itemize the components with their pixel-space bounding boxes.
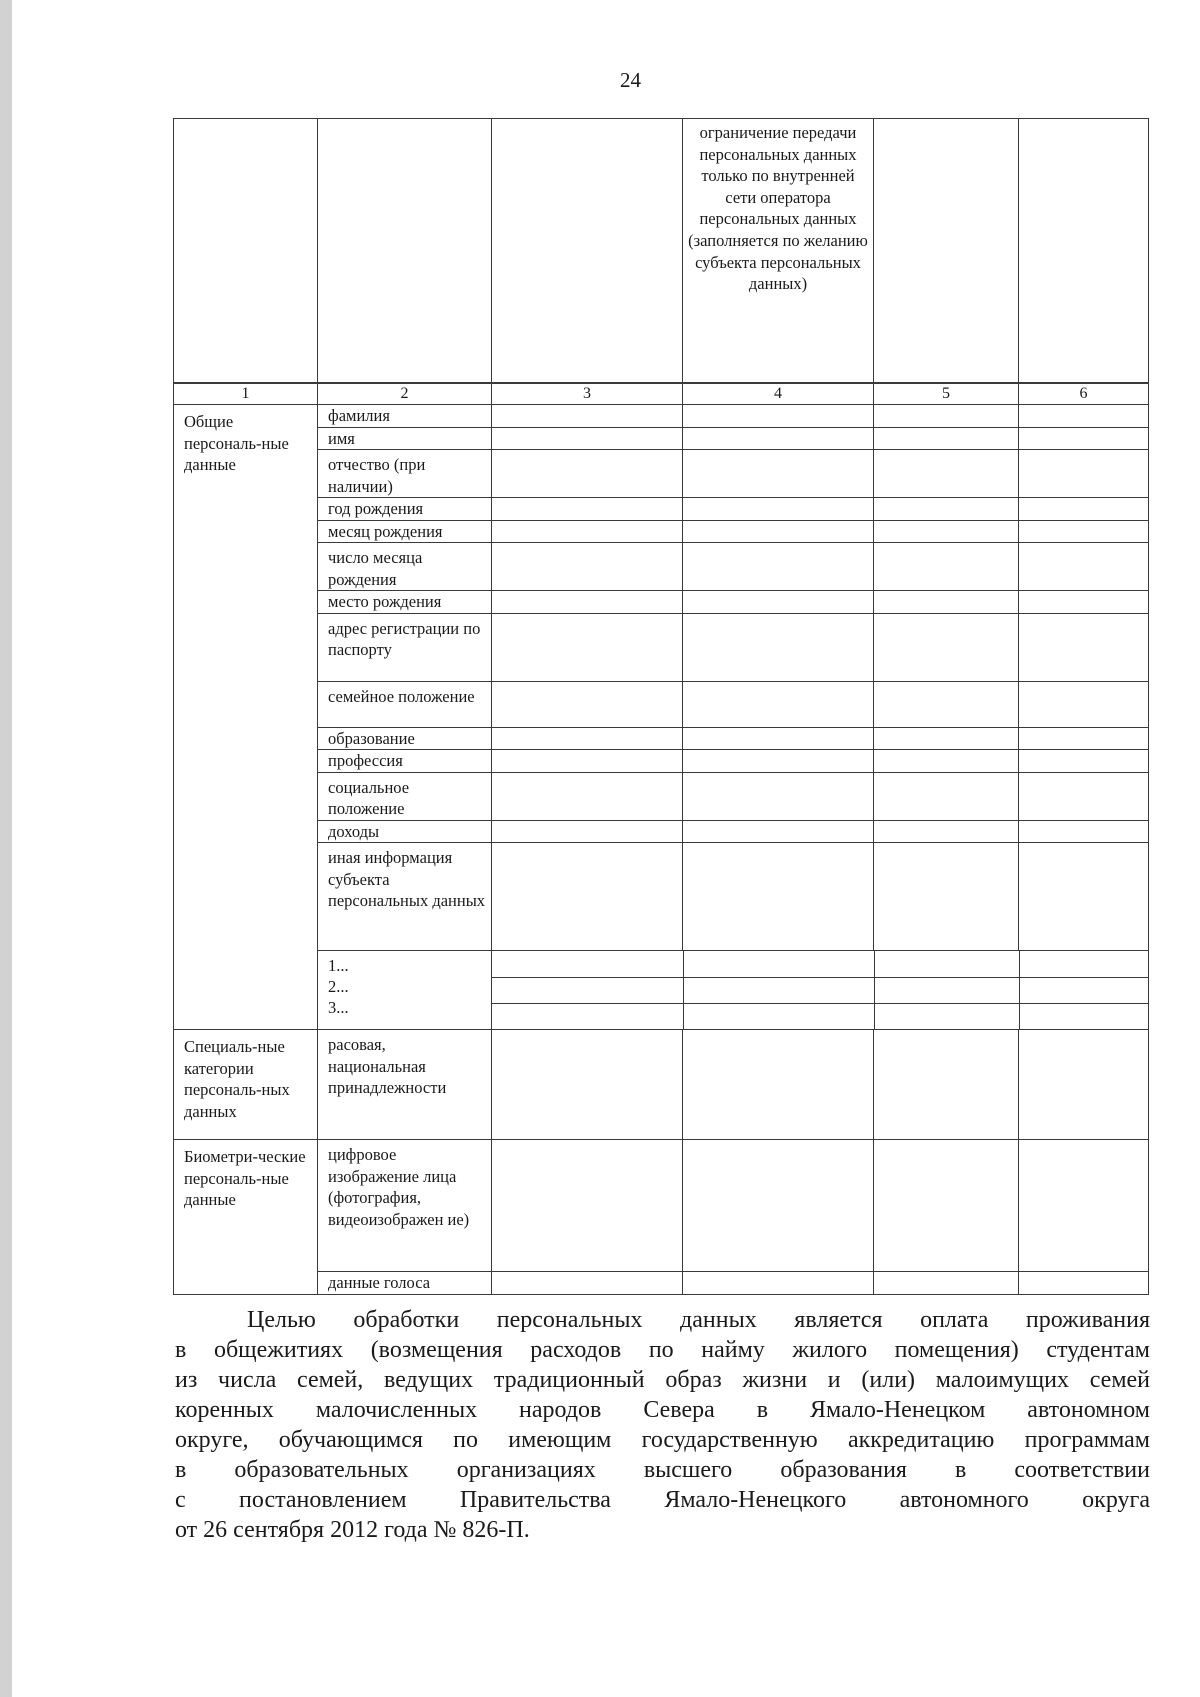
other-info-item: 3... [328, 998, 349, 1017]
empty-cell [1019, 1003, 1149, 1029]
header-cell-5 [874, 119, 1019, 383]
empty-cell [874, 843, 1019, 951]
paragraph-line: с постановлением Правительства Ямало-Ненецкого автономного округа [175, 1487, 1150, 1513]
empty-cell [492, 1272, 683, 1295]
paragraph-line: в общежитиях (возмещения расходов по найму жилого помещения) студентам [175, 1337, 1150, 1363]
paragraph-line: из числа семей, ведущих традиционный образ жизни и (или) малоимущих семей [175, 1367, 1150, 1393]
empty-cell [874, 450, 1019, 498]
empty-cell [874, 951, 1019, 977]
paragraph-line: округе, обучающимся по имеющим государственную аккредитацию программам [175, 1427, 1150, 1453]
empty-cell [492, 1003, 683, 1029]
data-item: цифровое изображение лица (фотография, видеоизображен ие) [318, 1140, 492, 1272]
paragraph-line: в образовательных организациях высшего образования в соответствии [175, 1457, 1150, 1483]
table-row [174, 1030, 1149, 1140]
empty-cell [874, 427, 1019, 450]
table-row [174, 520, 1149, 543]
category-special: Специаль-ные категории персональ-ных данных [174, 1030, 318, 1140]
page-number: 24 [620, 68, 641, 92]
column-number: 5 [874, 384, 1019, 405]
empty-cell [874, 750, 1019, 773]
header-cell-2 [318, 119, 492, 383]
empty-cell [874, 543, 1019, 591]
empty-cell [1019, 772, 1149, 820]
data-item: социальное положение [318, 772, 492, 820]
purpose-paragraph [175, 1305, 1150, 1545]
empty-cell [874, 772, 1019, 820]
table-row [492, 1003, 1149, 1029]
scan-edge [0, 0, 12, 1697]
data-item: образование [318, 727, 492, 750]
empty-cell [874, 727, 1019, 750]
table-row [174, 405, 1149, 428]
empty-cell [1019, 1140, 1149, 1272]
data-item: отчество (при наличии) [318, 450, 492, 498]
table-continuation-header [173, 118, 1149, 383]
column-number: 6 [1019, 384, 1149, 405]
empty-cell [492, 613, 683, 681]
data-item: число месяца рождения [318, 543, 492, 591]
column-number: 4 [683, 384, 874, 405]
empty-cell [874, 591, 1019, 614]
empty-cell [492, 427, 683, 450]
empty-cell [683, 820, 874, 843]
empty-cell [874, 681, 1019, 727]
table-row [174, 450, 1149, 498]
empty-cell [683, 772, 874, 820]
empty-cell [1019, 498, 1149, 521]
empty-cell [492, 450, 683, 498]
table-row [492, 951, 1149, 977]
empty-cell [492, 727, 683, 750]
data-item: иная информация субъекта персональных данных [318, 843, 492, 951]
paragraph-line: коренных малочисленных народов Севера в Ямало-Ненецком автономном [175, 1397, 1150, 1423]
empty-cell [1019, 450, 1149, 498]
empty-cell [492, 772, 683, 820]
empty-cell [874, 1272, 1019, 1295]
empty-cell [874, 520, 1019, 543]
category-biometric: Биометри-ческие персональ-ные данные [174, 1140, 318, 1295]
paragraph-line: Целью обработки персональных данных является оплата проживания [247, 1307, 1150, 1333]
empty-cell [874, 1003, 1019, 1029]
empty-cell [874, 498, 1019, 521]
data-item: адрес регистрации по паспорту [318, 613, 492, 681]
data-item: место рождения [318, 591, 492, 614]
table-row [174, 1272, 1149, 1295]
empty-cell [492, 405, 683, 428]
empty-cell [1019, 543, 1149, 591]
empty-cell [683, 750, 874, 773]
paragraph-line: от 26 сентября 2012 года № 826-П. [175, 1517, 530, 1543]
empty-cell [683, 520, 874, 543]
empty-cell [683, 591, 874, 614]
data-item: расовая, национальная принадлежности [318, 1030, 492, 1140]
table-row [174, 613, 1149, 681]
empty-cell [1019, 405, 1149, 428]
empty-cell [874, 1030, 1019, 1140]
table-row [174, 681, 1149, 727]
table-row [174, 727, 1149, 750]
column-number: 2 [318, 384, 492, 405]
table-row [174, 591, 1149, 614]
empty-cell [683, 427, 874, 450]
empty-cell [492, 1140, 683, 1272]
empty-cell [1019, 591, 1149, 614]
column-number: 1 [174, 384, 318, 405]
empty-cell [492, 1030, 683, 1140]
table-row [174, 1140, 1149, 1272]
empty-cell [683, 843, 874, 951]
empty-cell [1019, 1272, 1149, 1295]
table-row [174, 772, 1149, 820]
empty-cell [1019, 681, 1149, 727]
other-info-subtable [492, 951, 1149, 1029]
personal-data-table [173, 383, 1149, 1295]
data-item: доходы [318, 820, 492, 843]
empty-cell [874, 1140, 1019, 1272]
data-item: семейное положение [318, 681, 492, 727]
empty-cell [1019, 820, 1149, 843]
empty-cell [683, 613, 874, 681]
empty-cell [683, 1272, 874, 1295]
empty-cell [874, 977, 1019, 1003]
column-number-row [174, 384, 1149, 405]
table-row [174, 843, 1149, 951]
category-general: Общие персональ-ные данные [174, 405, 318, 1030]
data-item: профессия [318, 750, 492, 773]
empty-cell [1019, 750, 1149, 773]
empty-cell [1019, 427, 1149, 450]
empty-cell [683, 405, 874, 428]
table-row [174, 750, 1149, 773]
empty-cell [1019, 727, 1149, 750]
empty-cell [683, 1030, 874, 1140]
empty-cell [683, 543, 874, 591]
empty-cell [492, 843, 683, 951]
empty-cell [1019, 977, 1149, 1003]
table-row [492, 977, 1149, 1003]
header-cell-6 [1019, 119, 1149, 383]
empty-cell [492, 750, 683, 773]
table-row [174, 498, 1149, 521]
column-number: 3 [492, 384, 683, 405]
header-cell-3 [492, 119, 683, 383]
header-cell-1 [174, 119, 318, 383]
empty-cell [683, 1003, 874, 1029]
empty-cell [683, 1140, 874, 1272]
empty-cell [1019, 520, 1149, 543]
empty-cell [683, 681, 874, 727]
empty-cell [492, 820, 683, 843]
other-info-subgrid [492, 951, 1149, 1030]
empty-cell [1019, 843, 1149, 951]
data-item: данные голоса [318, 1272, 492, 1295]
other-info-item: 2... [328, 977, 349, 996]
empty-cell [492, 977, 683, 1003]
empty-cell [492, 520, 683, 543]
other-info-list [318, 951, 492, 1030]
table-row [174, 427, 1149, 450]
empty-cell [492, 591, 683, 614]
table-row [174, 820, 1149, 843]
table-row [174, 951, 1149, 1030]
empty-cell [1019, 1030, 1149, 1140]
empty-cell [683, 977, 874, 1003]
empty-cell [1019, 613, 1149, 681]
data-item: имя [318, 427, 492, 450]
data-item: фамилия [318, 405, 492, 428]
empty-cell [492, 498, 683, 521]
empty-cell [683, 951, 874, 977]
other-info-item: 1... [328, 956, 349, 975]
empty-cell [683, 450, 874, 498]
empty-cell [874, 613, 1019, 681]
transfer-restriction-note: ограничение передачи персональных данных только по внутренней сети оператора персональных данных (заполняется по желанию субъекта персональных данных) [683, 119, 874, 383]
empty-cell [1019, 951, 1149, 977]
empty-cell [683, 727, 874, 750]
empty-cell [683, 498, 874, 521]
empty-cell [492, 951, 683, 977]
data-item: год рождения [318, 498, 492, 521]
empty-cell [874, 820, 1019, 843]
data-item: месяц рождения [318, 520, 492, 543]
empty-cell [492, 681, 683, 727]
empty-cell [874, 405, 1019, 428]
table-row [174, 543, 1149, 591]
empty-cell [492, 543, 683, 591]
